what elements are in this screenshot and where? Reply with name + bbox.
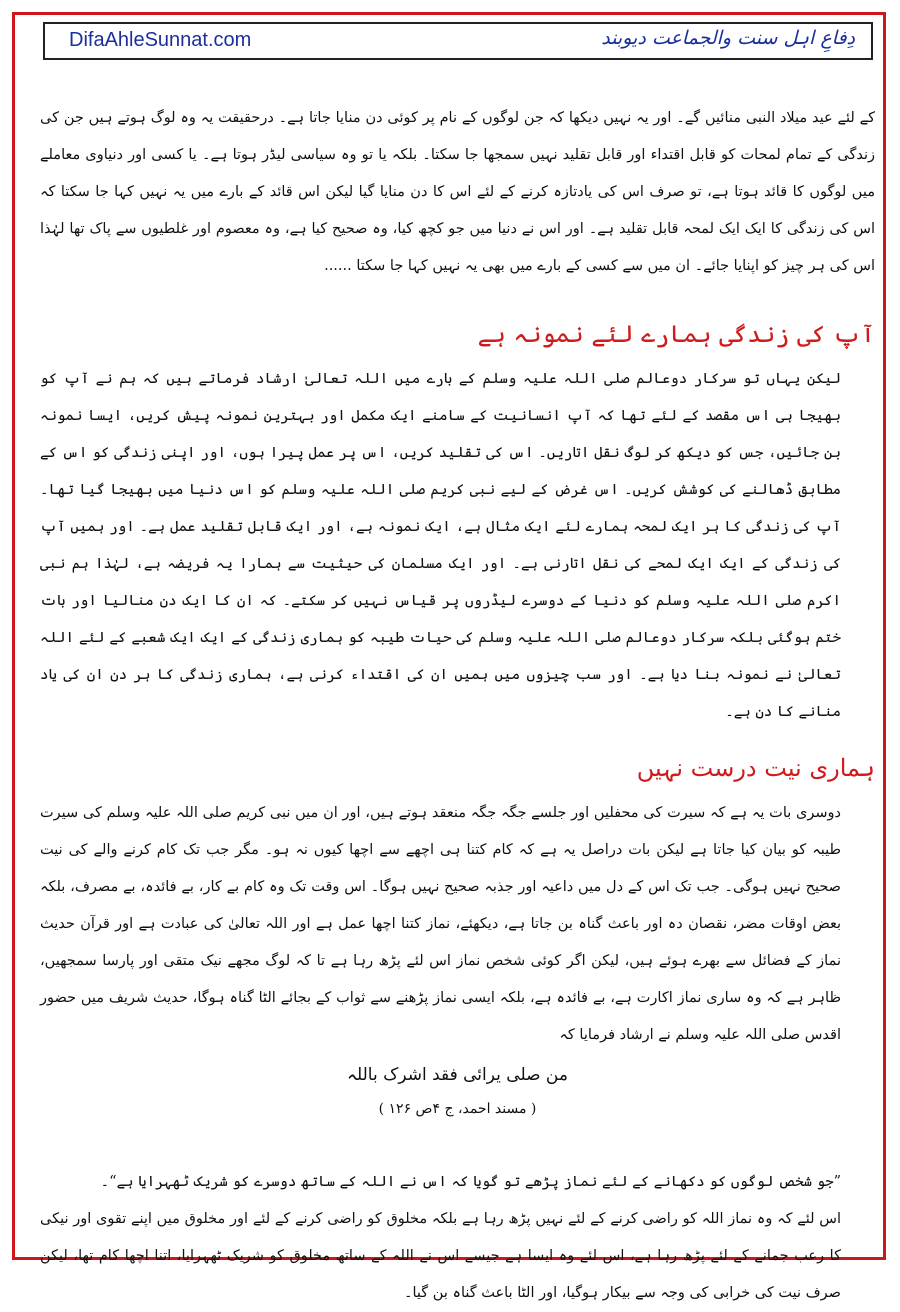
article-body	[40, 100, 875, 1312]
model-life-paragraph: لیکن یہاں تو سرکار دوعالم صلی اللہ علیہ وسلم کے بارے میں اللہ تعالیٰ ارشاد فرماتے ہیں کہ ہم نے آپ کو بھیجا ہی اس مقصد کے لئے تھا کہ آپ انسانیت کے سامنے ایک مکمل اور بہترین نمونہ پیش کریں، ایسا نمونہ بن جائیں، جس کو دیکھ کر لوگ نقل اتاریں۔ اس کی تقلید کریں، اس پر عمل پیرا ہوں، اور اپنی زندگی کو اس کے مطابق ڈھالنے کی کوشش کریں۔ اس غرض کے لیے نبی کریم صلی اللہ علیہ وسلم کو اس دنیا میں بھیجا گیا تھا۔ آپ کی زندگی کا ہر ایک لمحہ ہمارے لئے ایک مثال ہے، ایک نمونہ ہے، اور ایک قابل تقلید عمل ہے۔ اور ہمیں آپ کی زندگی کے ایک ایک لمحے کی نقل اتارنی ہے۔ اور ایک مسلمان کی حیثیت سے ہمارا یہ فریضہ ہے، لہٰذا ہم نبی اکرم صلی اللہ علیہ وسلم کو دنیا کے دوسرے لیڈروں پر قیاس نہیں کر سکتے۔ کہ ان کا ایک دن منالیا اور بات ختم ہوگئی بلکہ سرکار دوعالم صلی اللہ علیہ وسلم کی حیات طیبہ کو ہماری زندگی کے ایک ایک شعبے کے لئے اللہ تعالیٰ نے نمونہ بنا دیا ہے۔ اور سب چیزوں میں ہمیں ان کی اقتداء کرنی ہے، ہماری زندگی کا ہر دن ان کی یاد منانے کا دن ہے۔	[40, 371, 841, 720]
site-url[interactable]: DifaAhleSunnat.com	[69, 29, 252, 51]
hadith-translation: ”جو شخص لوگوں کو دکھانے کے لئے نماز پڑھے تو گویا کہ اس نے اللہ کے ساتھ دوسرے کو شریک ٹھہرایا ہے“۔	[100, 1174, 841, 1190]
brand-title: دِفاعِ اہل سنت والجماعت دیوبند	[601, 27, 855, 49]
intro-paragraph: کے لئے عید میلاد النبی منائیں گے۔ اور یہ نہیں دیکھا کہ جن لوگوں کے نام پر کوئی دن منایا جاتا ہے۔ درحقیقت یہ وہ لوگ ہوتے ہیں جن کی زندگی کے تمام لمحات کو قابل اقتداء اور قابل تقلید نہیں سمجھا جا سکتا۔ بلکہ یا تو وہ سیاسی لیڈر ہوتا ہے۔ یا کسی اور دنیاوی معاملے میں لوگوں کا قائد ہوتا ہے، تو صرف اس کی یادتازہ کرنے کے لئے اس کا دن منایا گیا لیکن اس قائد کے بارے میں یہ نہیں کہا جا سکتا کہ اس کی زندگی کا ایک ایک لمحہ قابل تقلید ہے۔ اور اس نے دنیا میں جو کچھ کیا، وہ صحیح کیا ہے، وہ معصوم اور غلطیوں سے پاک تھا لہٰذا اس کی ہر چیز کو اپنایا جائے۔ ان میں سے کسی کے بارے میں بھی یہ نہیں کہا جا سکتا ......	[40, 110, 875, 274]
intention-paragraph: دوسری بات یہ ہے کہ سیرت کی محفلیں اور جلسے جگہ جگہ منعقد ہوتے ہیں، اور ان میں نبی کریم صلی اللہ علیہ وسلم کی سیرت طیبہ کو بیان کیا جاتا ہے لیکن بات دراصل یہ ہے کہ کام کتنا ہی اچھے سے اچھا کیوں نہ ہو۔ مگر جب تک کام کرنے والے کی نیت صحیح نہیں ہوگی۔ جب تک اس کے دل میں داعیہ اور جذبہ صحیح نہیں ہوگا۔ اس وقت تک وہ کام بے کار، بے فائدہ، بے مصرف، بلکہ بعض اوقات مضر، نقصان دہ اور باعث گناہ بن جاتا ہے، دیکھئے، نماز کتنا اچھا عمل ہے اور اللہ تعالیٰ کی عبادت ہے اور قرآن حدیث نماز کے فضائل سے بھرے ہوئے ہیں، لیکن اگر کوئی شخص نماز اس لئے پڑھ رہا ہے تا کہ لوگ مجھے نیک متقی اور پارسا سمجھیں، ظاہر ہے کہ وہ ساری نماز اکارت ہے، بے فائدہ ہے، بلکہ ایسی نماز پڑھنے سے ثواب کے بجائے الٹا گناہ ہوگا، حدیث شریف میں حضور اقدس صلی اللہ علیہ وسلم نے ارشاد فرمایا کہ	[40, 805, 841, 1043]
page-header	[43, 22, 873, 60]
hadith-arabic: من صلی یرائی فقد اشرک باللہ	[347, 1065, 568, 1085]
section-heading-intention: ہماری نیت درست نہیں	[636, 754, 875, 782]
section-heading-model-life: آپ کی زندگی ہمارے لئے نمونہ ہے	[477, 320, 875, 348]
hadith-reference: ( مسند احمد، ج ۴ص ۱۲۶ )	[378, 1101, 537, 1117]
conclusion-paragraph: اس لئے کہ وہ نماز اللہ کو راضی کرنے کے لئے نہیں پڑھ رہا ہے بلکہ مخلوق کو راضی کرنے کے لئے اور مخلوق میں اپنے تقوی اور نیکی کا رعب جمانے کے لئے پڑھ رہا ہے، اس لئے وہ ایسا ہے جیسے اس نے اللہ کے ساتھ مخلوق کو شریک ٹھہرایا، اتنا اچھا کام تھا، لیکن صرف نیت کی خرابی کی وجہ سے بیکار ہوگیا، اور الٹا باعث گناہ بن گیا۔	[40, 1211, 841, 1301]
